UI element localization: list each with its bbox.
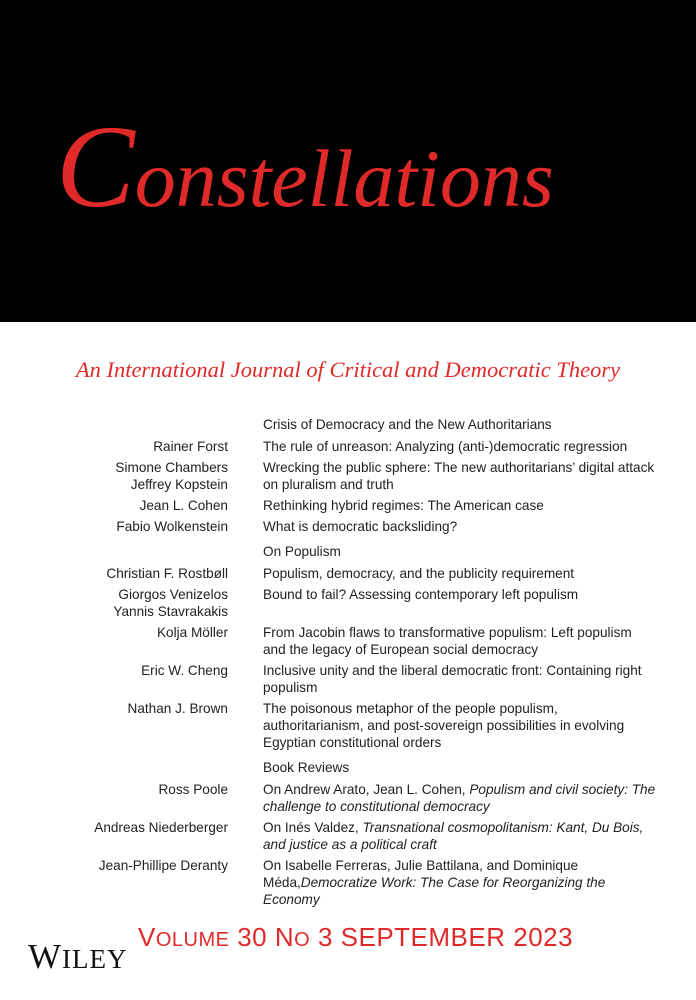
reviewed-book-title: Populism and civil society: The challenge to constitutional democracy: [263, 782, 656, 814]
journal-subtitle: An International Journal of Critical and Democratic Theory: [75, 357, 621, 382]
toc-entry: [0, 565, 696, 582]
toc-entry: [0, 438, 696, 455]
review-prefix: On Isabelle Ferreras, Julie Battilana, and Dominique Méda,: [263, 858, 579, 890]
article-title: [263, 781, 658, 815]
toc-entry: [0, 781, 696, 815]
publisher-rest: ILEY: [62, 944, 128, 974]
publisher-initial: W: [28, 937, 63, 976]
volume-initial: V: [138, 922, 156, 952]
section-heading: On Populism: [263, 544, 341, 559]
toc-entry: [0, 857, 696, 908]
article-authors: [0, 459, 228, 493]
table-of-contents: [0, 412, 696, 912]
article-title: Rethinking hybrid regimes: The American case: [263, 498, 544, 513]
author-name: Andreas Niederberger: [94, 820, 228, 835]
article-authors: [0, 857, 228, 908]
article-title: [263, 819, 658, 853]
author-name: Rainer Forst: [153, 439, 228, 454]
article-title: From Jacobin flaws to transformative populism: Left populism and the legacy of European social democracy: [263, 625, 632, 657]
issue-number: 3: [317, 922, 333, 952]
article-authors: [0, 624, 228, 658]
author-name: Ross Poole: [158, 782, 228, 797]
author-name: Eric W. Cheng: [141, 663, 228, 678]
toc-entry: [0, 700, 696, 751]
author-name: Christian F. Rostbøll: [106, 566, 228, 581]
author-name: Simone Chambers: [115, 460, 228, 475]
publisher-logo: [28, 937, 128, 977]
article-title: [263, 857, 658, 908]
article-title: The rule of unreason: Analyzing (anti-)democratic regression: [263, 439, 628, 454]
article-authors: [0, 700, 228, 751]
author-name: Giorgos Venizelos: [118, 587, 228, 602]
article-authors: [0, 518, 228, 535]
journal-title-initial: C: [56, 101, 135, 232]
reviewed-book-title: Democratize Work: The Case for Reorganizing the Economy: [263, 875, 606, 907]
article-title: What is democratic backsliding?: [263, 519, 458, 534]
article-title: Bound to fail? Assessing contemporary left populism: [263, 587, 579, 602]
article-title: Wrecking the public sphere: The new authoritarians’ digital attack on pluralism and truth: [263, 460, 655, 492]
article-title: The poisonous metaphor of the people populism, authoritarianism, and post-sovereign possibilities in evolving Egyptian constitutional orders: [263, 701, 625, 750]
review-prefix: On Inés Valdez,: [263, 820, 363, 835]
author-name: Jeffrey Kopstein: [130, 477, 228, 492]
article-authors: [0, 586, 228, 620]
toc-entry: [0, 518, 696, 535]
article-authors: [0, 781, 228, 815]
volume-issue-line: [138, 922, 573, 953]
article-title: Populism, democracy, and the publicity requirement: [263, 566, 575, 581]
journal-title-rest: onstellations: [134, 133, 554, 224]
toc-entry: [0, 497, 696, 514]
author-name: Yannis Stavrakakis: [113, 604, 228, 619]
review-prefix: On Andrew Arato, Jean L. Cohen,: [263, 782, 470, 797]
journal-title: [56, 101, 656, 234]
author-name: Kolja Möller: [156, 625, 228, 640]
section-heading: Crisis of Democracy and the New Authoritarians: [263, 417, 552, 432]
article-authors: [0, 819, 228, 853]
toc-entry: [0, 662, 696, 696]
toc-entry: [0, 459, 696, 493]
toc-entry: [0, 586, 696, 620]
author-name: Nathan J. Brown: [127, 701, 228, 716]
article-authors: [0, 497, 228, 514]
article-authors: [0, 438, 228, 455]
article-authors: [0, 565, 228, 582]
issue-initial: N: [274, 922, 295, 952]
article-authors: [0, 662, 228, 696]
author-name: Jean-Phillipe Deranty: [98, 858, 228, 873]
author-name: Jean L. Cohen: [139, 498, 228, 513]
issue-word: O: [294, 929, 311, 951]
reviewed-book-title: Transnational cosmopolitanism: Kant, Du Bois, and justice as a political craft: [263, 820, 644, 852]
author-name: Fabio Wolkenstein: [116, 519, 228, 534]
volume-number: 30: [237, 922, 268, 952]
section-heading: Book Reviews: [263, 760, 350, 775]
volume-word: OLUME: [155, 929, 230, 951]
issue-date: SEPTEMBER 2023: [340, 922, 574, 952]
toc-entry: [0, 624, 696, 658]
toc-entry: [0, 819, 696, 853]
article-title: Inclusive unity and the liberal democratic front: Containing right populism: [263, 663, 642, 695]
cover-header: [0, 0, 696, 322]
